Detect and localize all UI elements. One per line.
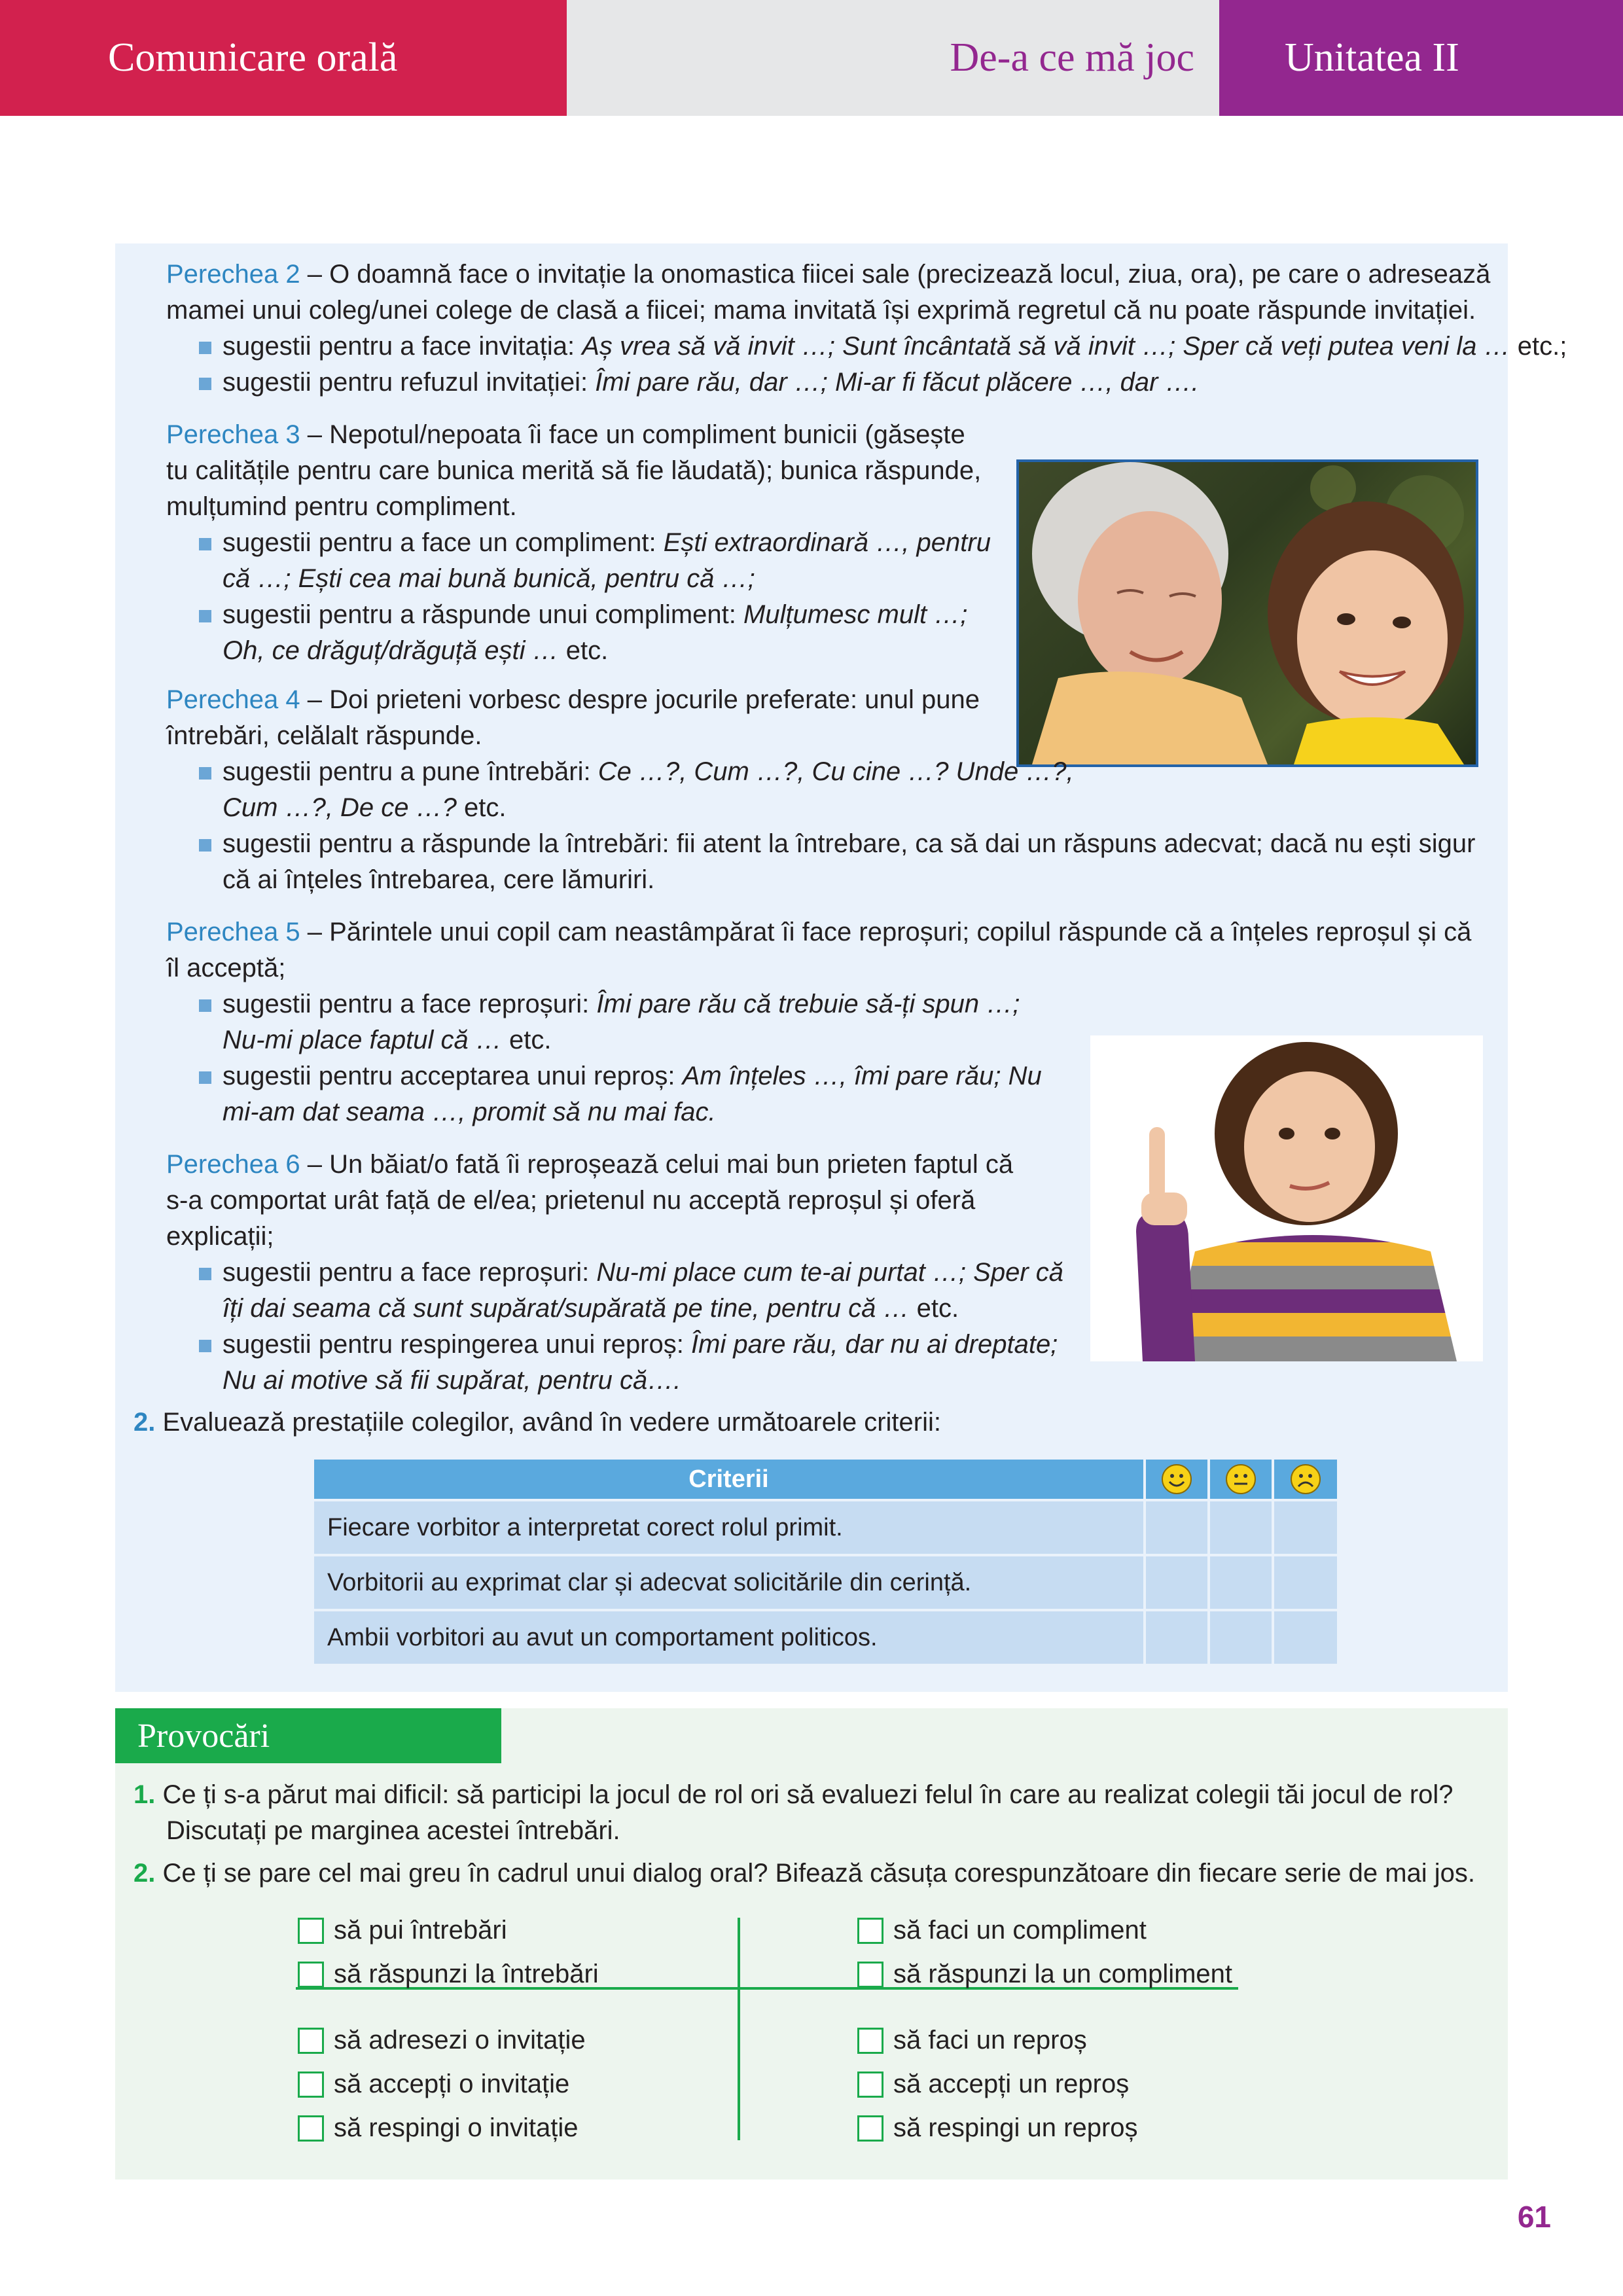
option-accepti-invitatie: să accepți o invitație — [334, 2070, 570, 2098]
pair-6-suggestion-2a: sugestii pentru respingerea unui reproș: Îmi pare rău, dar nu ai dreptate; — [223, 1330, 1058, 1359]
criteria-row-2: Vorbitorii au exprimat clar și adecvat solicitările din cerință. — [314, 1556, 1143, 1609]
bullet-square-icon — [199, 999, 211, 1012]
pair-3-label: Perechea 3 — [166, 420, 300, 449]
pair-2-suggestion-1: sugestii pentru a face invitația: Aș vrea să vă invit …; Sunt încântată să vă invit …; Sper că veți putea veni la … etc.; — [223, 332, 1567, 361]
rating-cell[interactable] — [1210, 1501, 1272, 1554]
criteria-header: Criterii — [314, 1460, 1143, 1499]
pair-4-suggestion-2a: sugestii pentru a răspunde la întrebări: fii atent la întrebare, ca să dai un răspuns adecvat; dacă nu ești sigur — [223, 829, 1476, 858]
pair-6-label: Perechea 6 — [166, 1150, 300, 1179]
pair-6-suggestion-1b: îți dai seama că sunt supărat/supărată pe tine, pentru că … etc. — [223, 1294, 959, 1323]
pair-5-label: Perechea 5 — [166, 918, 300, 946]
option-accepti-repros: să accepți un reproș — [893, 2070, 1130, 2098]
pair-5-line1: Perechea 5 – Părintele unui copil cam neastâmpărat îi face reproșuri; copilul răspunde că a înțeles reproșul și că — [166, 918, 1472, 946]
checkbox[interactable] — [298, 2115, 324, 2142]
pair-5-line2: îl acceptă; — [166, 954, 286, 982]
pair-4-suggestion-1a: sugestii pentru a pune întrebări: Ce …?, Cum …?, Cu cine …? Unde …?, — [223, 757, 1074, 786]
pair-6-line3: explicații; — [166, 1222, 274, 1251]
task-2-number: 2. — [134, 1408, 156, 1437]
bullet-square-icon — [199, 378, 211, 390]
pair-3-suggestion-1a: sugestii pentru a face un compliment: Ești extraordinară …, pentru — [223, 528, 991, 557]
bullet-square-icon — [199, 839, 211, 852]
thinking-girl-photo — [1090, 1035, 1483, 1361]
header-unit — [1219, 0, 1623, 116]
checkbox[interactable] — [857, 2072, 883, 2098]
bullet-square-icon — [199, 1071, 211, 1084]
pair-2-line2: mamei unui coleg/unei colege de clasă a fiicei; mama invitată își exprimă regretul că nu poate răspunde invitației. — [166, 296, 1476, 325]
pair-3-line1: Perechea 3 – Nepotul/nepoata îi face un compliment bunicii (găsește — [166, 420, 965, 449]
checkbox[interactable] — [857, 1962, 883, 1988]
provocari-q1-line2: Discutați pe marginea acestei întrebări. — [166, 1816, 620, 1845]
pair-5-suggestion-2b: mi-am dat seama …, promit să nu mai fac. — [223, 1098, 716, 1126]
checkbox[interactable] — [298, 2072, 324, 2098]
pair-4-label: Perechea 4 — [166, 685, 300, 714]
pair-3-line2: tu calitățile pentru care bunica merită să fie lăudată); bunica răspunde, — [166, 456, 982, 485]
bullet-square-icon — [199, 342, 211, 354]
pair-2-text: – O doamnă face o invitație la onomastica fiicei sale (precizează locul, ziua, ora), pe care o adresează — [300, 260, 1491, 289]
pair-5-suggestion-1b: Nu-mi place faptul că … etc. — [223, 1026, 552, 1054]
pair-3-line3: mulțumind pentru compliment. — [166, 492, 517, 521]
rating-cell[interactable] — [1210, 1556, 1272, 1609]
photo-illustration — [1019, 462, 1476, 764]
provocari-q1-line1: 1. Ce ți s-a părut mai dificil: să participi la jocul de rol ori să evaluezi felul în care au realizat colegii tăi jocul de rol? — [134, 1780, 1454, 1809]
pair-3-suggestion-2a: sugestii pentru a răspunde unui compliment: Mulțumesc mult …; — [223, 600, 968, 629]
page-number: 61 — [1517, 2200, 1551, 2234]
task-2: 2. Evaluează prestațiile colegilor, având în vedere următoarele criterii: — [134, 1408, 941, 1437]
criteria-row-3: Ambii vorbitori au avut un comportament politicos. — [314, 1611, 1143, 1664]
pair-6-line2: s-a comportat urât față de el/ea; prietenul nu acceptă reproșul și oferă — [166, 1186, 976, 1215]
pair-4-suggestion-1b: Cum …?, De ce …? etc. — [223, 793, 507, 822]
checkbox[interactable] — [857, 2115, 883, 2142]
pair-6-suggestion-2b: Nu ai motive să fii supărat, pentru că…. — [223, 1366, 681, 1395]
option-raspunzi-compliment: să răspunzi la un compliment — [893, 1960, 1233, 1988]
criteria-row-1: Fiecare vorbitor a interpretat corect rolul primit. — [314, 1501, 1143, 1554]
pair-2-line1 — [166, 257, 1490, 293]
bullet-square-icon — [199, 538, 211, 550]
vertical-divider — [738, 1918, 740, 2140]
checkbox[interactable] — [857, 1918, 883, 1944]
checkbox[interactable] — [298, 1962, 324, 1988]
header-lesson — [567, 0, 1219, 116]
bullet-square-icon — [199, 1340, 211, 1352]
option-faci-compliment: să faci un compliment — [893, 1916, 1147, 1945]
checkbox[interactable] — [298, 1918, 324, 1944]
lesson-title: De-a ce mă joc — [950, 35, 1194, 80]
option-pui-intrebari: să pui întrebări — [334, 1916, 507, 1945]
provocari-title: Provocări — [115, 1708, 501, 1763]
rating-cell[interactable] — [1274, 1611, 1337, 1664]
pair-4-line2: întrebări, celălalt răspunde. — [166, 721, 482, 750]
pair-2-suggestion-2: sugestii pentru refuzul invitației: Îmi pare rău, dar …; Mi-ar fi făcut plăcere …, dar …. — [223, 368, 1199, 397]
smiley-sad-icon — [1274, 1460, 1337, 1499]
section-title: Comunicare orală — [108, 35, 398, 80]
bullet-square-icon — [199, 1268, 211, 1280]
option-respingi-invitatie: să respingi o invitație — [334, 2113, 579, 2142]
option-respingi-repros: să respingi un reproș — [893, 2113, 1138, 2142]
smiley-happy-icon — [1146, 1460, 1207, 1499]
smiley-neutral-icon — [1210, 1460, 1272, 1499]
option-raspunzi-intrebari: să răspunzi la întrebări — [334, 1960, 599, 1988]
bullet-square-icon — [199, 610, 211, 622]
pair-4-line1: Perechea 4 – Doi prieteni vorbesc despre jocurile preferate: unul pune — [166, 685, 980, 714]
photo-illustration-2 — [1090, 1035, 1483, 1361]
option-faci-repros: să faci un reproș — [893, 2026, 1087, 2054]
rating-cell[interactable] — [1210, 1611, 1272, 1664]
rating-cell[interactable] — [1146, 1501, 1207, 1554]
rating-cell[interactable] — [1146, 1556, 1207, 1609]
pair-5-suggestion-1a: sugestii pentru a face reproșuri: Îmi pare rău că trebuie să-ți spun …; — [223, 990, 1020, 1018]
pair-2-label: Perechea 2 — [166, 260, 300, 289]
rating-cell[interactable] — [1274, 1556, 1337, 1609]
option-adresezi-invitatie: să adresezi o invitație — [334, 2026, 586, 2054]
checkbox[interactable] — [857, 2028, 883, 2054]
checkbox[interactable] — [298, 2028, 324, 2054]
pair-4-suggestion-2b: că ai înțeles întrebarea, cere lămuriri. — [223, 865, 655, 894]
pair-3-suggestion-2b: Oh, ce drăguț/drăguță ești … etc. — [223, 636, 609, 665]
bullet-square-icon — [199, 767, 211, 780]
provocari-q2: 2. Ce ți se pare cel mai greu în cadrul unui dialog oral? Bifează căsuța corespunzătoare din fiecare serie de mai jos. — [134, 1859, 1476, 1888]
grandmother-granddaughter-photo — [1016, 459, 1478, 767]
pair-6-line1: Perechea 6 – Un băiat/o fată îi reproșează celui mai bun prieten faptul că — [166, 1150, 1014, 1179]
pair-3-suggestion-1b: că …; Ești cea mai bună bunică, pentru că …; — [223, 564, 755, 593]
unit-title: Unitatea II — [1285, 35, 1459, 80]
rating-cell[interactable] — [1274, 1501, 1337, 1554]
rating-cell[interactable] — [1146, 1611, 1207, 1664]
pair-5-suggestion-2a: sugestii pentru acceptarea unui reproș: Am înțeles …, îmi pare rău; Nu — [223, 1062, 1042, 1090]
pair-6-suggestion-1a: sugestii pentru a face reproșuri: Nu-mi place cum te-ai purtat …; Sper că — [223, 1258, 1063, 1287]
header-section — [0, 0, 567, 116]
